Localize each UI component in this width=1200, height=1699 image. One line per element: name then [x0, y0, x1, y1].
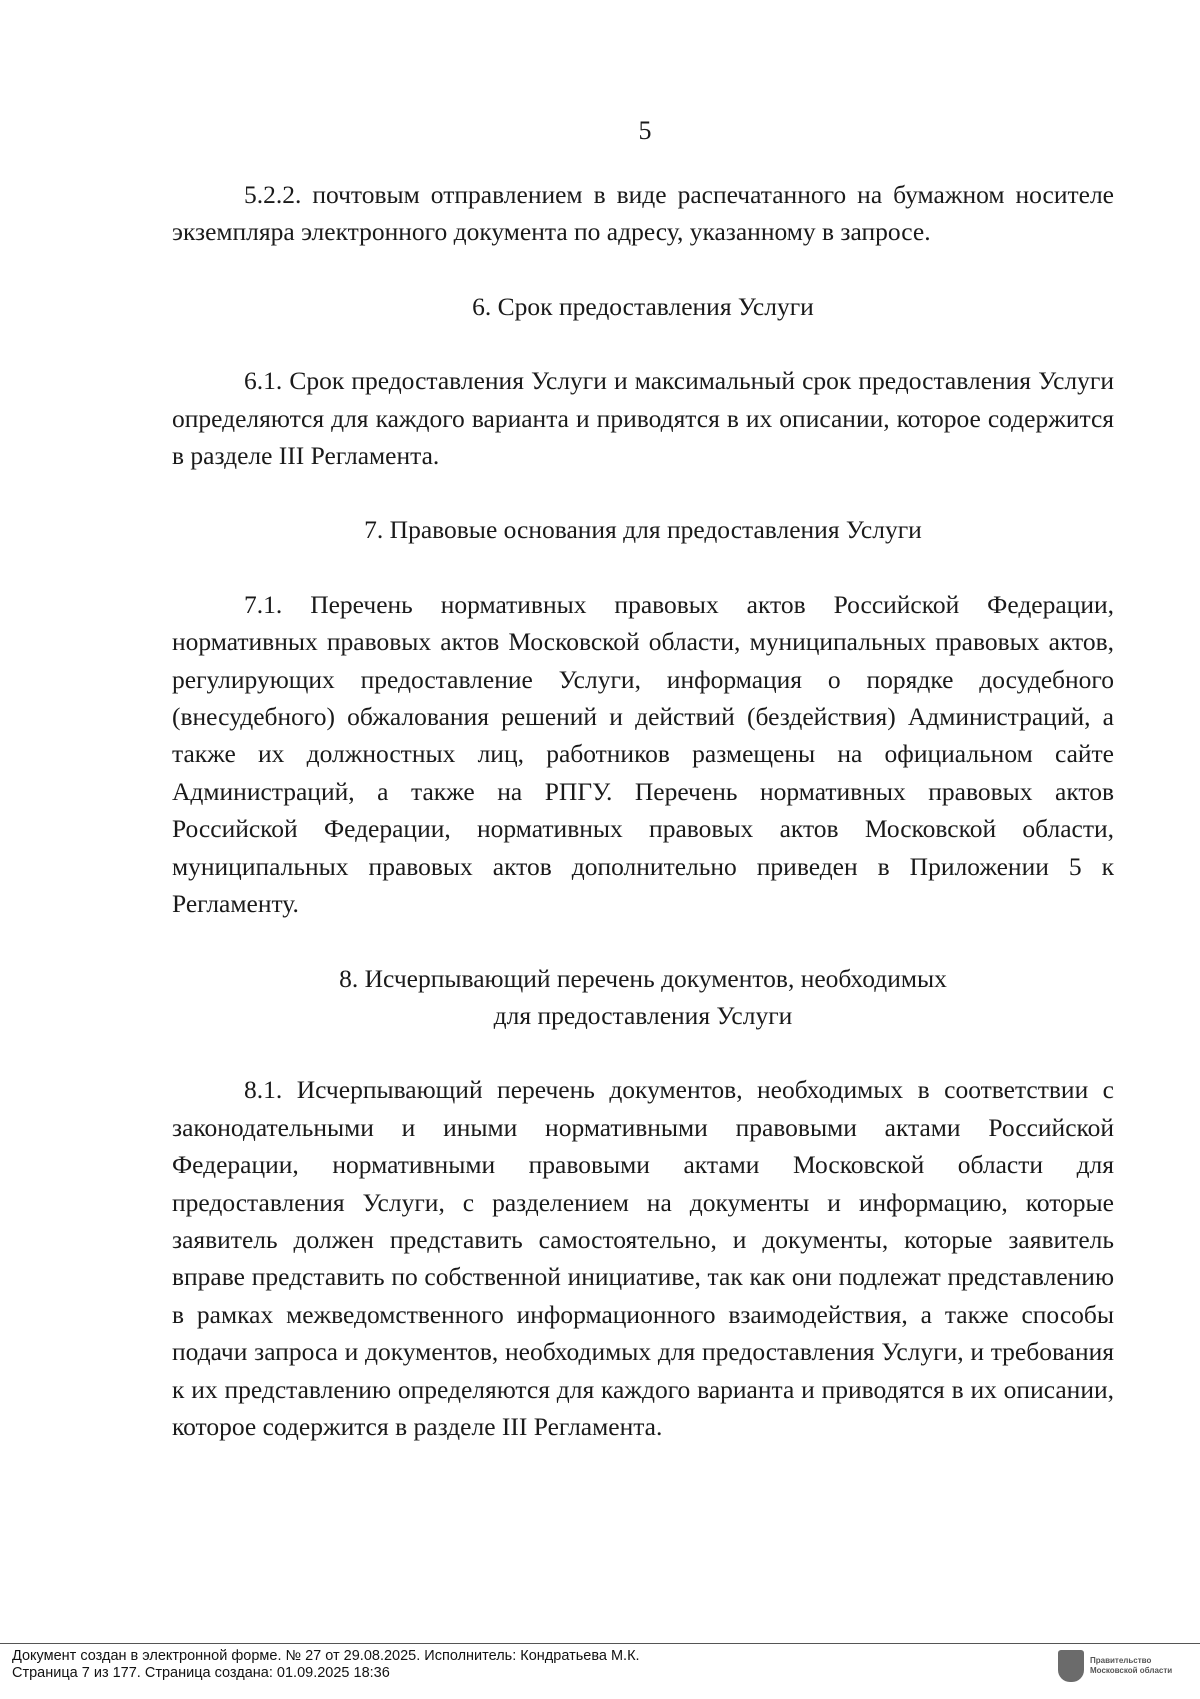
section-heading-8	[172, 960, 1114, 1035]
document-body	[172, 176, 1114, 1445]
footer-line-1: Документ создан в электронной форме. № 27 от 29.08.2025. Исполнитель: Кондратьева М.К.	[12, 1648, 640, 1664]
section-heading-8-line2: для предоставления Услуги	[493, 1000, 793, 1030]
section-heading-7: 7. Правовые основания для предоставления Услуги	[364, 515, 922, 545]
footer-text	[12, 1648, 640, 1682]
coat-of-arms-icon	[1058, 1650, 1084, 1682]
paragraph-7-1: 7.1. Перечень нормативных правовых актов Российской Федерации, нормативных правовых актов Московской области, муниципальных правовых актов, регулирующих предоставление Услуги, информация о порядке досудебного (внесудебного) обжалования решений и действий (бездействия) Администраций, а также их должностных лиц, работников размещены на официальном сайте Администраций, а также на РПГУ. Перечень нормативных правовых актов Российской Федерации, нормативных правовых актов Московской области, муниципальных правовых актов дополнительно приведен в Приложении 5 к Регламенту.	[172, 589, 1114, 919]
footer-line-2: Страница 7 из 177. Страница создана: 01.09.2025 18:36	[12, 1665, 390, 1681]
document-footer	[0, 1643, 1200, 1699]
section-heading-6: 6. Срок предоставления Услуги	[472, 291, 814, 321]
government-logo	[1058, 1650, 1172, 1682]
logo-line-2: Московской области	[1090, 1666, 1173, 1675]
paragraph-6-1: 6.1. Срок предоставления Услуги и максимальный срок предоставления Услуги определяются для каждого варианта и приводятся в их описании, которое содержится в разделе III Регламента.	[172, 366, 1114, 471]
paragraph-8-1: 8.1. Исчерпывающий перечень документов, необходимых в соответствии с законодательными и иными нормативными правовыми актами Российской Федерации, нормативными правовыми актами Московской области для предоставления Услуги, с разделением на документы и информацию, которые заявитель должен представить самостоятельно, и документы, которые заявитель вправе представить по собственной инициативе, так как они подлежат представлению в рамках межведомственного информационного взаимодействия, а также способы подачи запроса и документов, необходимых для предоставления Услуги, и требования к их представлению определяются для каждого варианта и приводятся в их описании, которое содержится в разделе III Регламента.	[172, 1075, 1114, 1441]
paragraph-5-2-2: 5.2.2. почтовым отправлением в виде распечатанного на бумажном носителе экземпляра электронного документа по адресу, указанному в запросе.	[172, 180, 1114, 247]
logo-line-1: Правительство	[1090, 1656, 1152, 1665]
page-number: 5	[638, 116, 652, 145]
section-heading-8-line1: 8. Исчерпывающий перечень документов, необходимых	[339, 963, 947, 993]
logo-text	[1090, 1656, 1172, 1676]
